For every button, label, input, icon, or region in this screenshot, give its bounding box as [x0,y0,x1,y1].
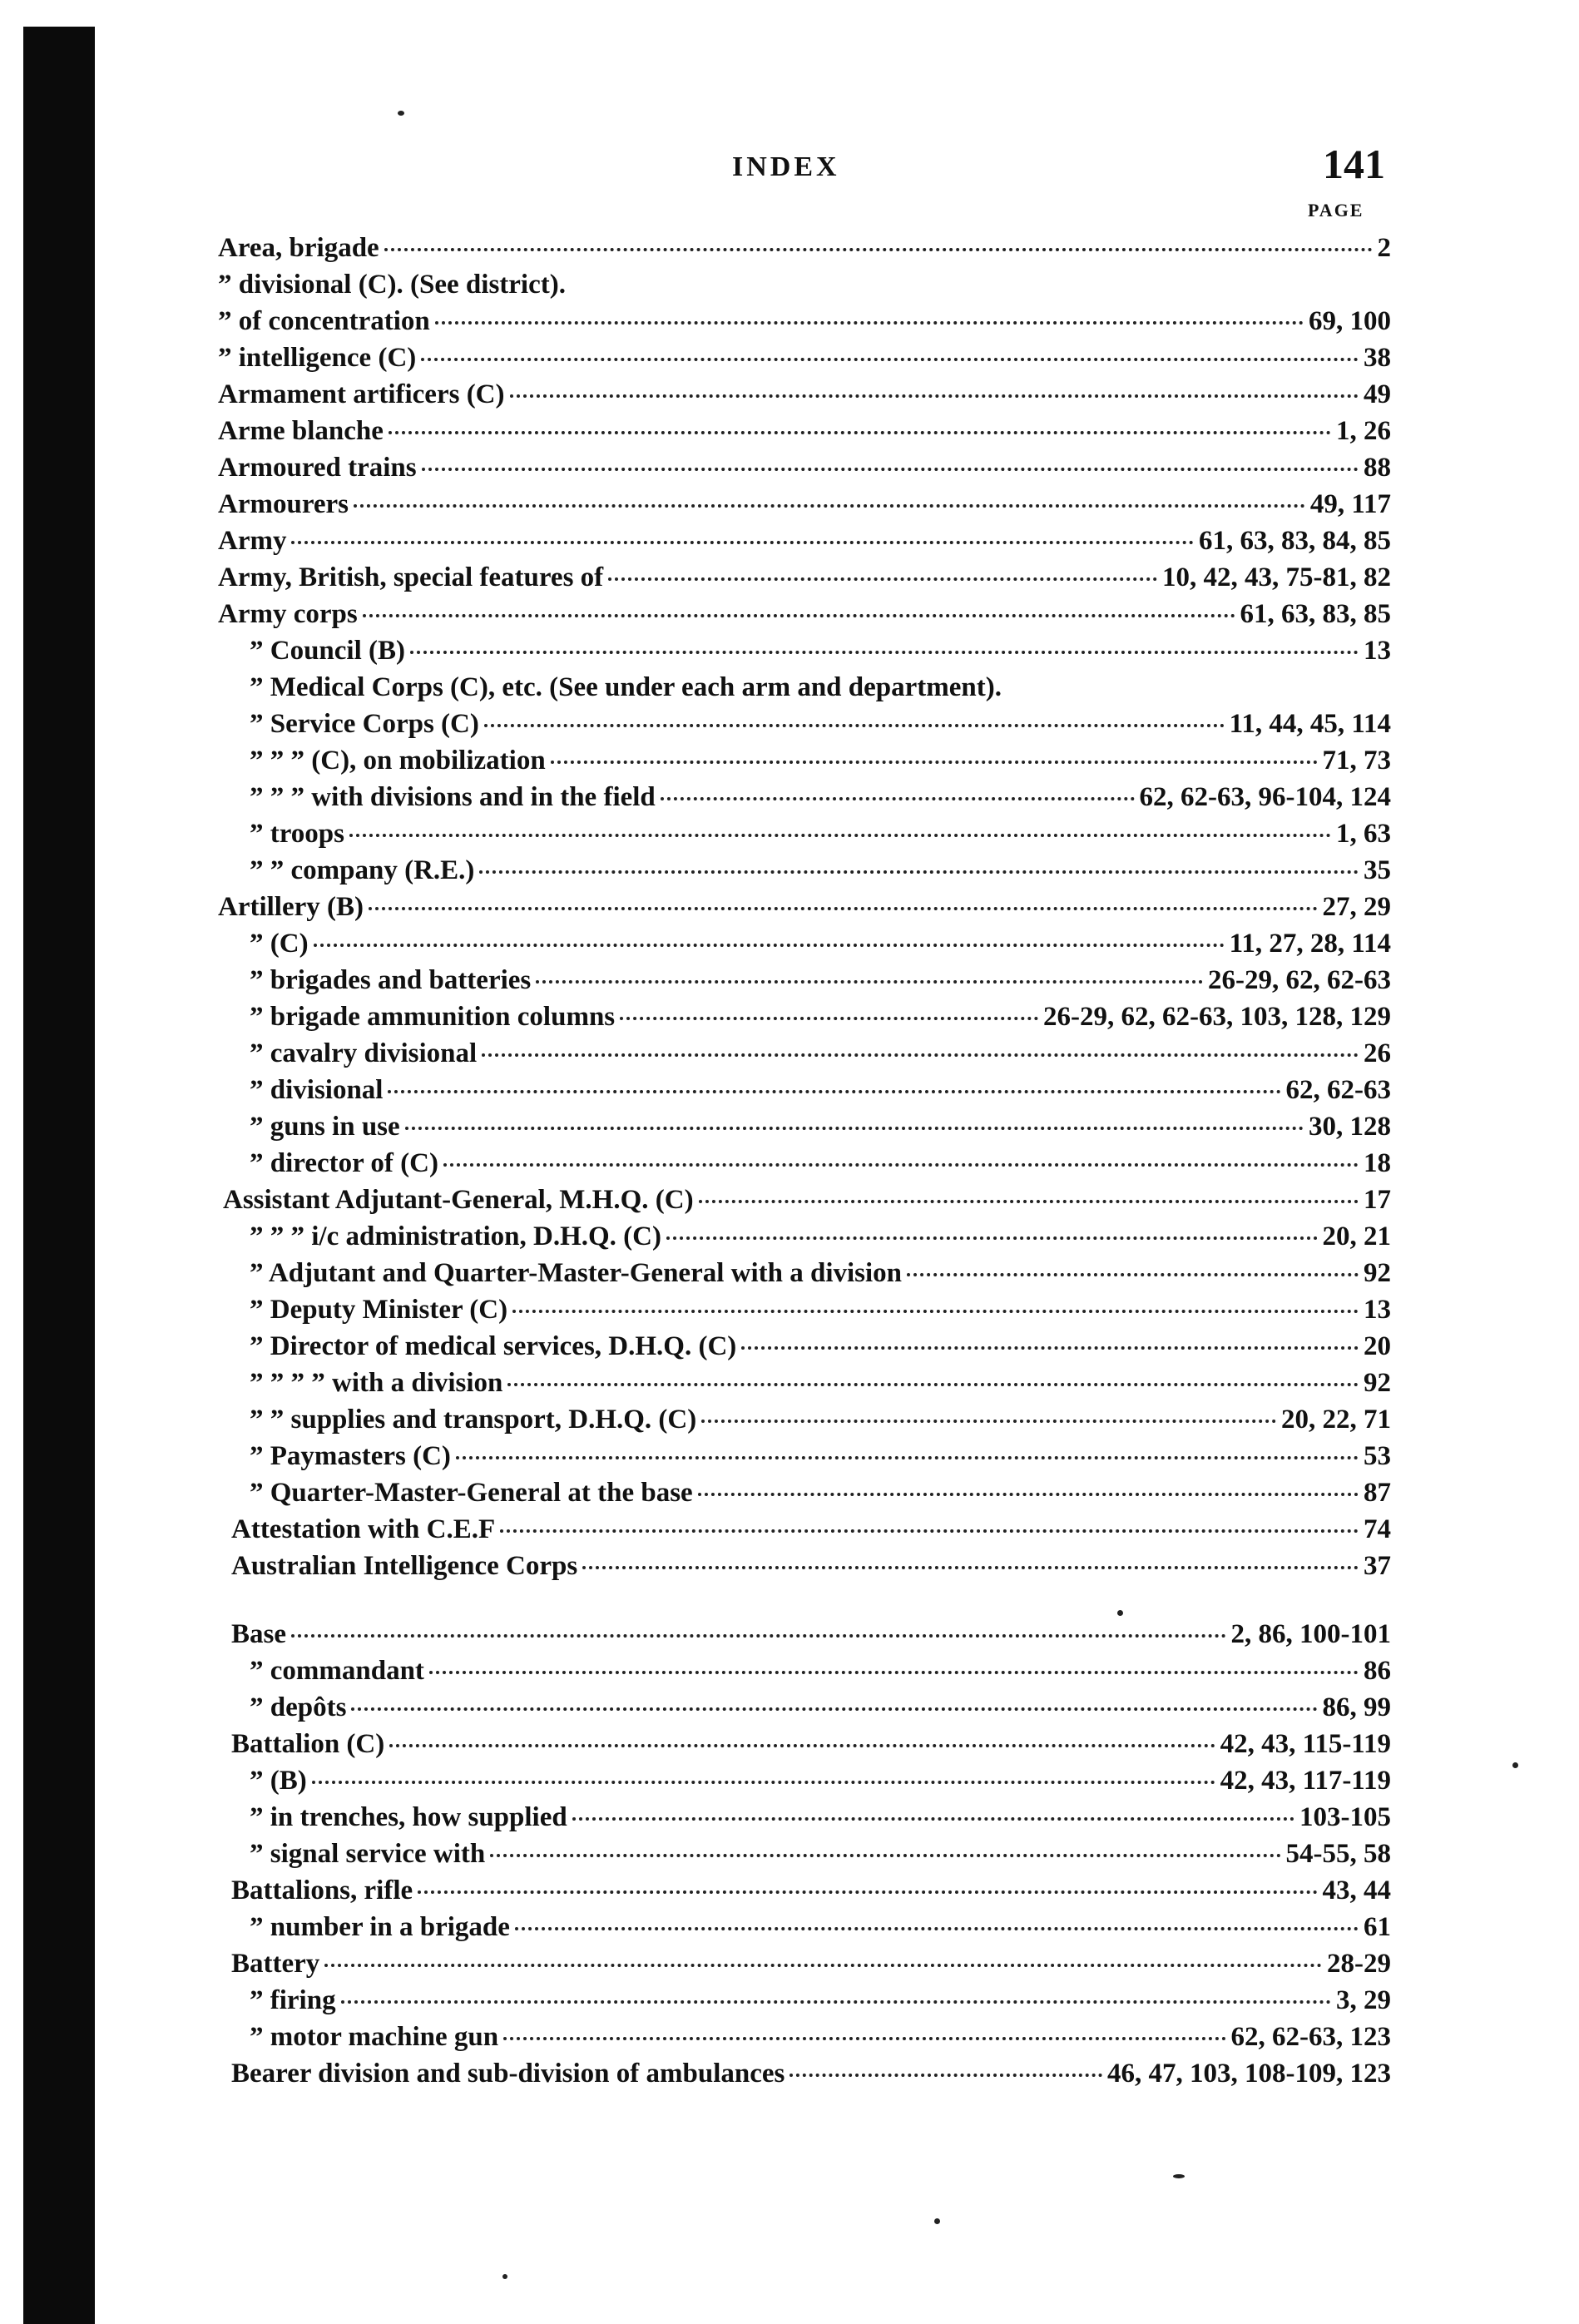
index-entry-label: ” in trenches, how supplied [250,1802,567,1832]
index-entry [218,889,1391,925]
index-entry-label: Army [218,526,287,556]
index-entry-pages: 61, 63, 83, 85 [1240,599,1391,629]
index-entry-label: ” cavalry divisional [250,1038,478,1068]
index-entry-label: ” Director of medical services, D.H.Q. (C) [250,1331,737,1361]
index-entry [250,998,1391,1035]
index-entry-label: Assistant Adjutant-General, M.H.Q. (C) [223,1185,694,1215]
index-entry [231,1548,1391,1584]
index-entry-pages: 26 [1364,1038,1391,1068]
dot-leader [291,541,1194,544]
page-number: 141 [1323,141,1385,187]
index-entry [218,449,1391,486]
dot-leader [435,321,1304,325]
index-entry-label: Attestation with C.E.F [231,1514,496,1544]
dot-leader [661,797,1135,800]
index-entry [250,1291,1391,1328]
dot-leader [341,2000,1331,2004]
index-entry [231,1945,1391,1982]
index-entry [231,1616,1391,1653]
index-entry-label: ” Council (B) [250,636,406,666]
index-entry [250,1982,1391,2019]
dot-leader [510,394,1359,398]
index-entry-label: ” director of (C) [250,1148,438,1178]
index-entry-pages: 26-29, 62, 62-63 [1208,965,1391,995]
dot-leader [314,944,1225,947]
index-entry-pages: 27, 29 [1322,892,1391,922]
dot-leader [698,1493,1359,1496]
index-entry-label: ” of concentration [218,306,430,336]
index-entry-label: ” divisional [250,1075,384,1105]
scan-speck [1173,2174,1185,2178]
dot-leader [422,468,1359,471]
index-entry-label: Battery [231,1949,320,1979]
index-entry-label: Army corps [218,599,358,629]
index-entry-label: Australian Intelligence Corps [231,1551,578,1581]
index-entry-pages: 3, 29 [1336,1985,1391,2015]
index-entry [250,1653,1391,1689]
index-entry-label: ” intelligence (C) [218,343,417,373]
page-column-label: PAGE [1308,200,1364,221]
index-entry [250,1799,1391,1836]
dot-leader [741,1346,1359,1350]
dot-leader [291,1634,1226,1638]
dot-leader [388,1090,1280,1093]
index-entry-label: ” Quarter-Master-General at the base [250,1478,693,1508]
index-entry [250,1401,1391,1438]
dot-leader [790,2074,1102,2077]
index-entry [218,413,1391,449]
index-entry-label: ” Adjutant and Quarter-Master-General with a division [250,1258,903,1288]
dot-leader [324,1964,1322,1967]
index-entry-label: ” ” company (R.E.) [250,855,475,885]
index-entry-label: ” motor machine gun [250,2022,499,2052]
index-entry-label: ” ” ” (C), on mobilization [250,746,546,775]
index-entry-label: ” signal service with [250,1839,486,1869]
dot-leader [907,1273,1359,1276]
index-entry-label: Area, brigade [218,233,379,263]
dot-leader [620,1017,1038,1020]
index-entry-label: ” Medical Corps (C), etc. (See under each arm and department). [250,672,1002,702]
dot-leader [512,1310,1359,1313]
index-entry [250,925,1391,962]
dot-leader [363,614,1235,617]
index-entry [250,1072,1391,1108]
index-entry [223,1182,1391,1218]
index-entry [250,1328,1391,1365]
index-entry-label: ” brigades and batteries [250,965,532,995]
dot-leader [456,1456,1359,1459]
index-entry-pages: 2 [1377,233,1391,263]
dot-leader [608,577,1157,581]
index-entry [250,1365,1391,1401]
index-entry [231,2055,1391,2092]
index-entry-pages: 30, 128 [1309,1112,1391,1142]
index-entry [218,266,1391,303]
index-entry-label: Battalions, rifle [231,1876,413,1905]
index-entry [250,852,1391,889]
index-entry [218,230,1391,266]
index-entry-label: ” Paymasters (C) [250,1441,451,1471]
index-entry [231,1726,1391,1762]
index-entry-pages: 20, 21 [1322,1221,1391,1251]
dot-leader [389,431,1331,434]
index-entry [250,1035,1391,1072]
dot-leader [551,761,1318,764]
index-entry-label: ” number in a brigade [250,1912,510,1942]
index-entry [250,779,1391,815]
index-entry-pages: 1, 26 [1336,416,1391,446]
dot-leader [507,1383,1359,1386]
index-entry-pages: 11, 44, 45, 114 [1229,709,1391,739]
index-entry-pages: 42, 43, 115-119 [1220,1729,1391,1759]
dot-leader [351,1707,1317,1711]
index-entry-pages: 20 [1364,1331,1391,1361]
index-entry-pages: 92 [1364,1258,1391,1288]
dot-leader [699,1200,1359,1203]
dot-leader [479,870,1359,874]
index-entry-label: Armament artificers (C) [218,379,505,409]
index-entry [231,1511,1391,1548]
dot-leader [410,651,1359,654]
index-entry-label: ” ” ” ” with a division [250,1368,503,1398]
index-entry-label: ” commandant [250,1656,424,1686]
index-entry-pages: 69, 100 [1309,306,1391,336]
index-entry-pages: 53 [1364,1441,1391,1471]
dot-leader [503,2037,1225,2040]
dot-leader [349,834,1331,837]
index-entry-label: Artillery (B) [218,892,364,922]
index-entry [218,376,1391,413]
index-entry-pages: 61 [1364,1912,1391,1942]
dot-leader [369,907,1317,910]
index-entry-pages: 92 [1364,1368,1391,1398]
index-entry-label: ” ” ” with divisions and in the field [250,782,656,812]
scan-speck [934,2218,940,2224]
index-entry-label: ” divisional (C). (See district). [218,270,566,300]
index-entry-pages: 54-55, 58 [1285,1839,1391,1869]
index-entry [250,815,1391,852]
index-entry [218,596,1391,632]
dot-leader [354,504,1305,508]
index-entry-pages: 71, 73 [1322,746,1391,775]
index-entry-label: ” depôts [250,1692,347,1722]
index-entry-pages: 103-105 [1299,1802,1391,1832]
index-entry-label: ” guns in use [250,1112,400,1142]
index-entry-pages: 17 [1364,1185,1391,1215]
index-entry-pages: 74 [1364,1514,1391,1544]
index-entry [250,1438,1391,1474]
index-entry-label: ” Deputy Minister (C) [250,1295,508,1325]
index-entry-pages: 1, 63 [1336,819,1391,849]
index-entry [218,303,1391,339]
index-entry-pages: 43, 44 [1322,1876,1391,1905]
dot-leader [666,1236,1318,1240]
index-entry-pages: 42, 43, 117-119 [1220,1766,1391,1796]
index-entry-label: Army, British, special features of [218,562,604,592]
dot-leader [536,980,1203,984]
dot-leader [384,248,1373,251]
index-entry [250,2019,1391,2055]
dot-leader [701,1420,1276,1423]
dot-leader [582,1566,1359,1569]
dot-leader [418,1890,1317,1894]
index-entry-pages: 61, 63, 83, 84, 85 [1199,526,1391,556]
index-entry-label: Armourers [218,489,349,519]
index-entry-pages: 13 [1364,636,1391,666]
scan-speck [1117,1610,1123,1616]
scan-speck [502,2274,507,2279]
index-entry-pages: 62, 62-63, 123 [1230,2022,1391,2052]
index-entry-label: ” (C) [250,929,309,959]
index-entry-pages: 86 [1364,1656,1391,1686]
index-entry-label: Bearer division and sub-division of ambulances [231,2059,785,2089]
index-entry [250,1145,1391,1182]
index-entry-pages: 62, 62-63 [1285,1075,1391,1105]
index-entry-label: ” ” supplies and transport, D.H.Q. (C) [250,1405,697,1435]
index-entry-pages: 35 [1364,855,1391,885]
index-entry [250,962,1391,998]
index-entry-pages: 13 [1364,1295,1391,1325]
index-entry-label: ” Service Corps (C) [250,709,479,739]
index-entry-label: ” troops [250,819,344,849]
index-entry-pages: 20, 22, 71 [1281,1405,1391,1435]
index-entry-pages: 62, 62-63, 96-104, 124 [1139,782,1391,812]
dot-leader [421,358,1359,361]
index-entry-label: ” (B) [250,1766,307,1796]
index-entry-pages: 87 [1364,1478,1391,1508]
dot-leader [500,1529,1359,1533]
index-entry-label: Base [231,1619,286,1649]
scan-speck [398,111,404,116]
index-entry [250,1762,1391,1799]
index-entry-label: Armoured trains [218,453,417,483]
index-entry-label: Arme blanche [218,416,384,446]
index-entry [250,1255,1391,1291]
dot-leader [572,1817,1294,1821]
dot-leader [484,724,1225,727]
index-entry-pages: 28-29 [1327,1949,1391,1979]
index-entry-pages: 10, 42, 43, 75-81, 82 [1162,562,1391,592]
scan-speck [1512,1762,1518,1768]
index-entry [250,1218,1391,1255]
index-entry [250,742,1391,779]
index-entry-pages: 49 [1364,379,1391,409]
index-entry [218,559,1391,596]
index-entry-label: ” ” ” i/c administration, D.H.Q. (C) [250,1221,661,1251]
index-entry [250,1689,1391,1726]
index-entry-pages: 18 [1364,1148,1391,1178]
index-entry [218,339,1391,376]
index-entry-pages: 46, 47, 103, 108-109, 123 [1107,2059,1391,2089]
dot-leader [312,1781,1215,1784]
index-entry [218,486,1391,523]
index-entry [250,1474,1391,1511]
dot-leader [490,1854,1280,1857]
index-entry [231,1872,1391,1909]
index-entry-pages: 11, 27, 28, 114 [1229,929,1391,959]
index-entry-pages: 26-29, 62, 62-63, 103, 128, 129 [1043,1002,1391,1032]
index-entry [250,1909,1391,1945]
index-entry [250,1108,1391,1145]
dot-leader [443,1163,1359,1167]
index-entry-pages: 49, 117 [1309,489,1391,519]
dot-leader [389,1744,1215,1747]
page-title: INDEX [732,151,840,182]
index-entry [250,706,1391,742]
index-entry [250,1836,1391,1872]
dot-leader [482,1053,1359,1057]
index-entry [250,669,1391,706]
index-entry-label: Battalion (C) [231,1729,385,1759]
index-entry-pages: 2, 86, 100-101 [1230,1619,1391,1649]
dot-leader [405,1127,1304,1130]
dot-leader [515,1927,1359,1930]
index-entry-pages: 88 [1364,453,1391,483]
index-entry [250,632,1391,669]
index-entry [218,523,1391,559]
index-entry-label: ” brigade ammunition columns [250,1002,616,1032]
index-entry-pages: 37 [1364,1551,1391,1581]
scan-edge [23,27,95,2324]
index-entry-label: ” firing [250,1985,336,2015]
dot-leader [429,1671,1359,1674]
index-entry-pages: 86, 99 [1322,1692,1391,1722]
index-entry-pages: 38 [1364,343,1391,373]
